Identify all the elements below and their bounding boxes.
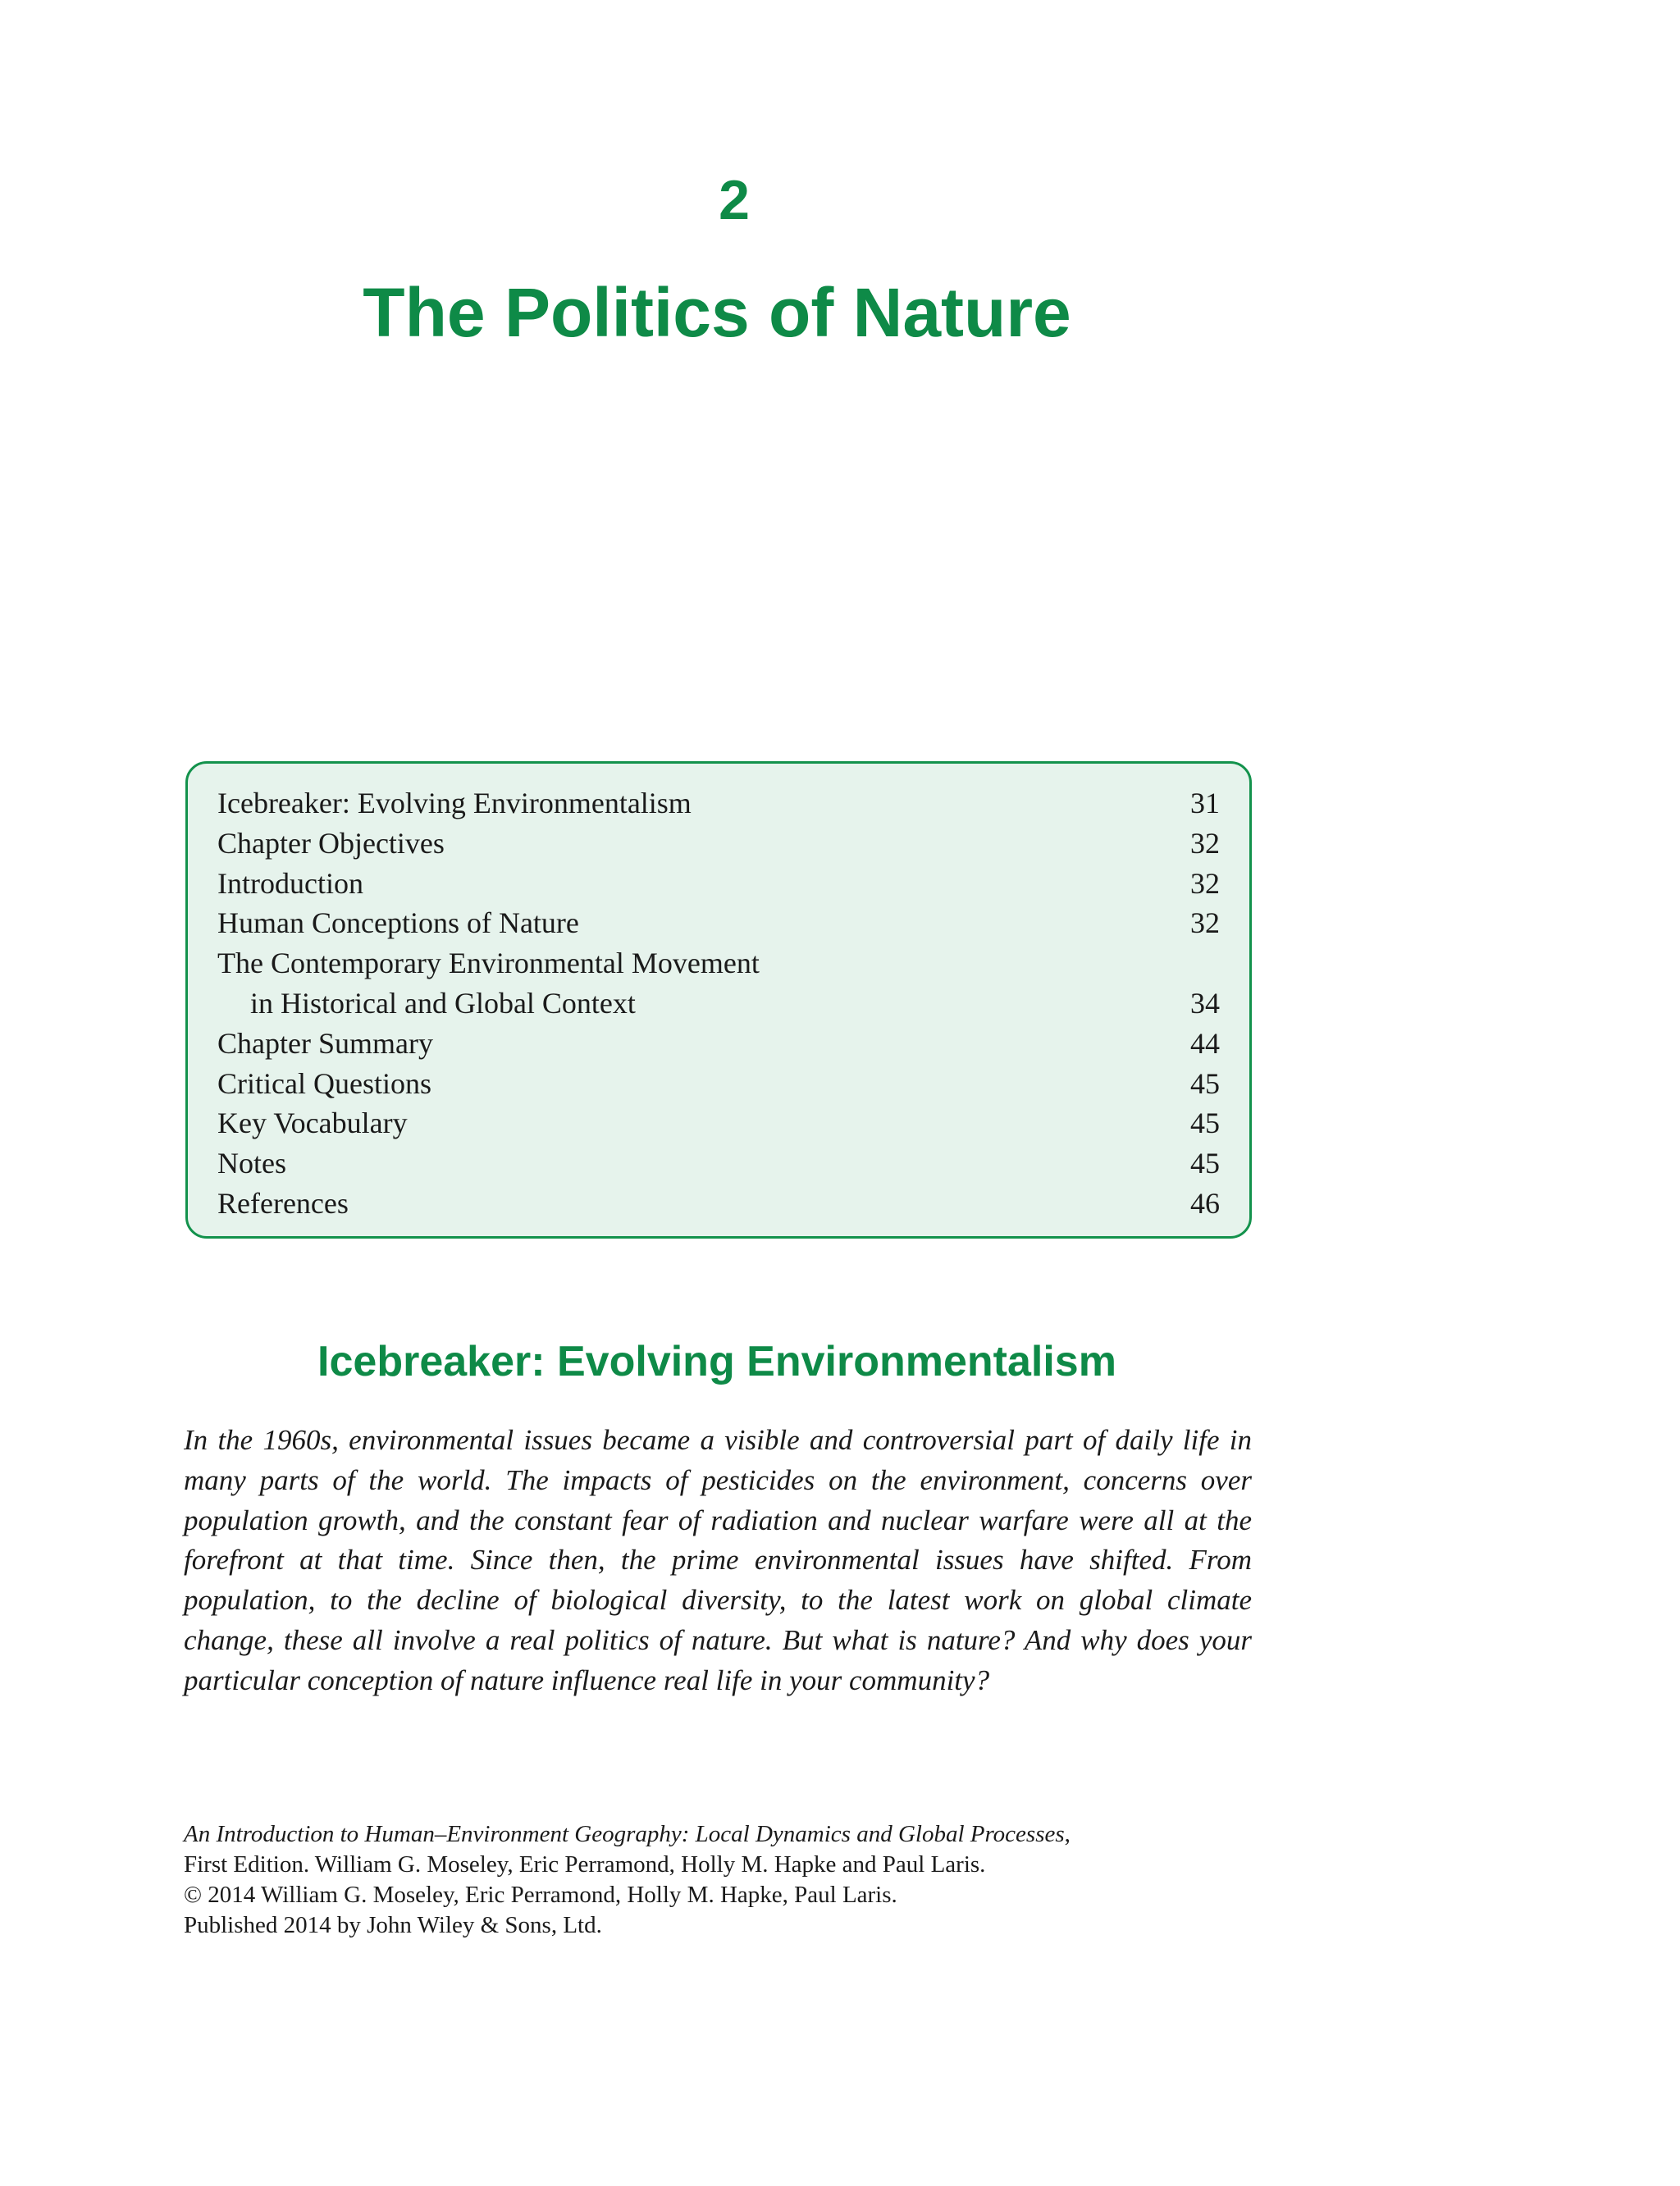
toc-entry-label: Chapter Objectives	[217, 826, 445, 860]
toc-entry-page: 46	[1190, 1186, 1220, 1220]
toc-entry-page: 45	[1190, 1147, 1220, 1180]
toc-entry-introduction[interactable]	[217, 864, 1220, 904]
toc-entry-label: References	[217, 1186, 349, 1220]
icebreaker-heading: Icebreaker: Evolving Environmentalism	[317, 1338, 1116, 1385]
chapter-number: 2	[719, 169, 750, 231]
toc-entry-contemporary-movement-cont[interactable]	[217, 983, 1220, 1024]
toc-entry-page: 44	[1190, 1026, 1220, 1060]
toc-entry-chapter-objectives[interactable]	[217, 824, 1220, 864]
chapter-contents-box	[185, 761, 1252, 1239]
toc-entry-label: Chapter Summary	[217, 1026, 433, 1060]
toc-entry-label: Key Vocabulary	[217, 1107, 408, 1140]
toc-entry-critical-questions[interactable]	[217, 1064, 1220, 1104]
toc-entry-label: Introduction	[217, 866, 363, 900]
toc-entry-page: 45	[1190, 1107, 1220, 1140]
toc-entry-contemporary-movement[interactable]	[217, 943, 1220, 983]
toc-entry-label: Critical Questions	[217, 1066, 431, 1100]
chapter-title: The Politics of Nature	[363, 274, 1071, 351]
toc-entry-page: 32	[1190, 866, 1220, 900]
toc-entry-notes[interactable]	[217, 1143, 1220, 1184]
toc-entry-label: Human Conceptions of Nature	[217, 906, 579, 940]
edition-line: First Edition. William G. Moseley, Eric Perramond, Holly M. Hapke and Paul Laris.	[184, 1851, 986, 1878]
toc-entry-label: The Contemporary Environmental Movement	[217, 947, 760, 980]
toc-entry-label: in Historical and Global Context	[250, 986, 636, 1020]
toc-entry-page: 32	[1190, 906, 1220, 940]
toc-entry-chapter-summary[interactable]	[217, 1024, 1220, 1064]
toc-entry-page: 34	[1190, 986, 1220, 1020]
footer-title-line	[184, 1819, 1252, 1850]
toc-entry-page: 31	[1190, 787, 1220, 819]
copyright-footer	[184, 1819, 1252, 1941]
publisher-line: Published 2014 by John Wiley & Sons, Ltd.	[184, 1912, 602, 1938]
toc-entry-page: 32	[1190, 826, 1220, 860]
book-title: An Introduction to Human–Environment Geography: Local Dynamics and Global Processes	[184, 1821, 1065, 1847]
icebreaker-paragraph: In the 1960s, environmental issues became a visible and controversial part of daily life in many parts of the world. The impacts of pesticides on the environment, concerns over population growth, and the constant fear of radiation and nuclear warfare were all at the forefront at that time. Since then, the prime environmental issues have shifted. From population, to the decline of biological diversity, to the latest work on global climate change, these all involve a real politics of nature. But what is nature? And why does your particular conception of nature influence real life in your community?	[184, 1424, 1252, 1696]
toc-entry-icebreaker[interactable]	[217, 783, 1220, 824]
chapter-contents-list	[217, 783, 1220, 1224]
toc-entry-key-vocabulary[interactable]	[217, 1103, 1220, 1143]
copyright-line: © 2014 William G. Moseley, Eric Perramond, Holly M. Hapke, Paul Laris.	[184, 1882, 897, 1908]
toc-entry-human-conceptions[interactable]	[217, 903, 1220, 943]
book-title-suffix: ,	[1064, 1821, 1071, 1847]
toc-entry-references[interactable]	[217, 1184, 1220, 1224]
toc-entry-page: 45	[1190, 1066, 1220, 1100]
toc-entry-label: Notes	[217, 1147, 286, 1180]
toc-entry-label: Icebreaker: Evolving Environmentalism	[217, 787, 692, 819]
